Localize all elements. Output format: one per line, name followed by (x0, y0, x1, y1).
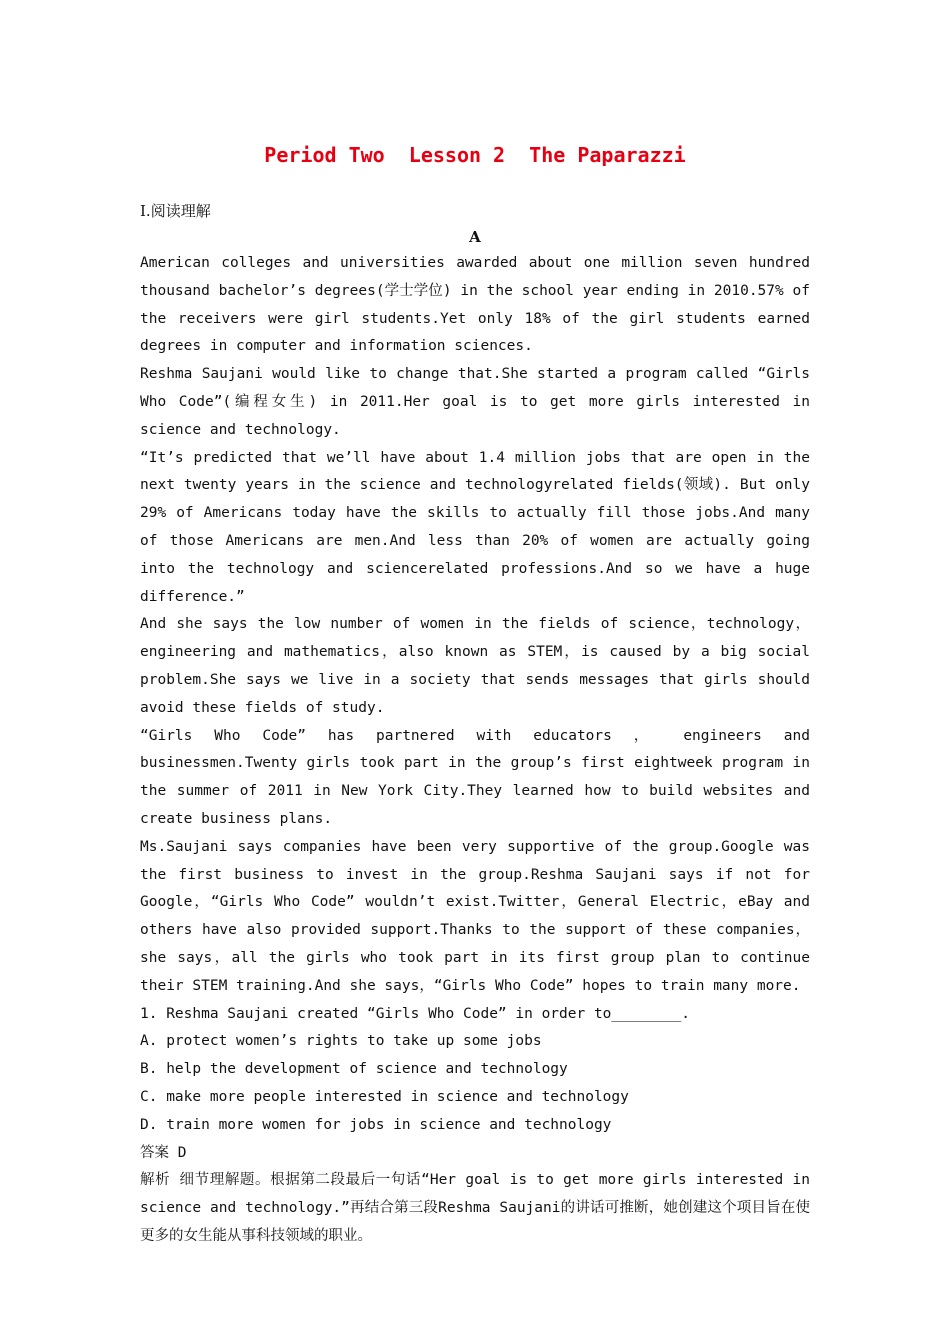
option-b: B. help the development of science and technology (140, 1061, 568, 1078)
answer-value: D (177, 1144, 187, 1161)
question-stem: 1. Reshma Saujani created “Girls Who Code” in order to________. (140, 1005, 690, 1022)
passage-paragraph: “It’s predicted that we’ll have about 1.4 million jobs that are open in the next twenty years in the science and technologyrelated fields(领域). But only 29% of Americans today have the skills to actually fill those jobs.And many of those Americans are men.And less than 20% of women are actually going into the technology and sciencerelated professions.And so we have a huge difference.” (140, 449, 810, 605)
explanation-text: 细节理解题。根据第二段最后一句话“Her goal is to get more girls interested in science and technology.”再结合第三段Reshma Saujani的讲话可推断，她创建这个项目旨在使更多的女生能从事科技领域的职业。 (140, 1172, 810, 1244)
passage-paragraph: Reshma Saujani would like to change that.She started a program called “Girls Who Code”(编程女生) in 2011.Her goal is to get more girls interested in science and technology. (140, 366, 810, 438)
page-title: Period Two Lesson 2 The Paparazzi (264, 143, 686, 167)
section-heading: Ⅰ.阅读理解 (140, 202, 211, 220)
passage-paragraph: “Girls Who Code” has partnered with educators ， engineers and businessmen.Twenty girls took part in the group’s first eightweek program in the summer of 2011 in New York City.They learned how to build websites and create business plans. (140, 727, 810, 827)
option-c: C. make more people interested in science and technology (140, 1088, 629, 1105)
passage-paragraph: Ms.Saujani says companies have been very supportive of the group.Google was the first business to invest in the group.Reshma Saujani says if not for Google，“Girls Who Code” wouldn’t exist.Twitter，General Electric，eBay and others have also provided support.Thanks to the support of these companies，she says，all the girls who took part in its first group plan to continue their STEM training.And she says，“Girls Who Code” hopes to train many more. (140, 838, 810, 994)
explanation (140, 1167, 810, 1250)
passage-paragraph: American colleges and universities awarded about one million seven hundred thousand bachelor’s degrees(学士学位) in the school year ending in 2010.57% of the receivers were girl students.Yet only 18% of the girl students earned degrees in computer and information sciences. (140, 255, 810, 355)
option-d: D. train more women for jobs in science and technology (140, 1116, 612, 1133)
passage-label: A (469, 228, 481, 246)
passage-paragraph: And she says the low number of women in the fields of science，technology，engineering and mathematics，also known as STEM，is caused by a big social problem.She says we live in a society that sends messages that girls should avoid these fields of study. (140, 616, 810, 716)
answer-label: 答案 (140, 1144, 169, 1161)
answer-line (140, 1140, 810, 1168)
option-a: A. protect women’s rights to take up some jobs (140, 1033, 542, 1050)
passage-content (140, 250, 810, 1251)
explanation-label: 解析 (140, 1172, 171, 1189)
